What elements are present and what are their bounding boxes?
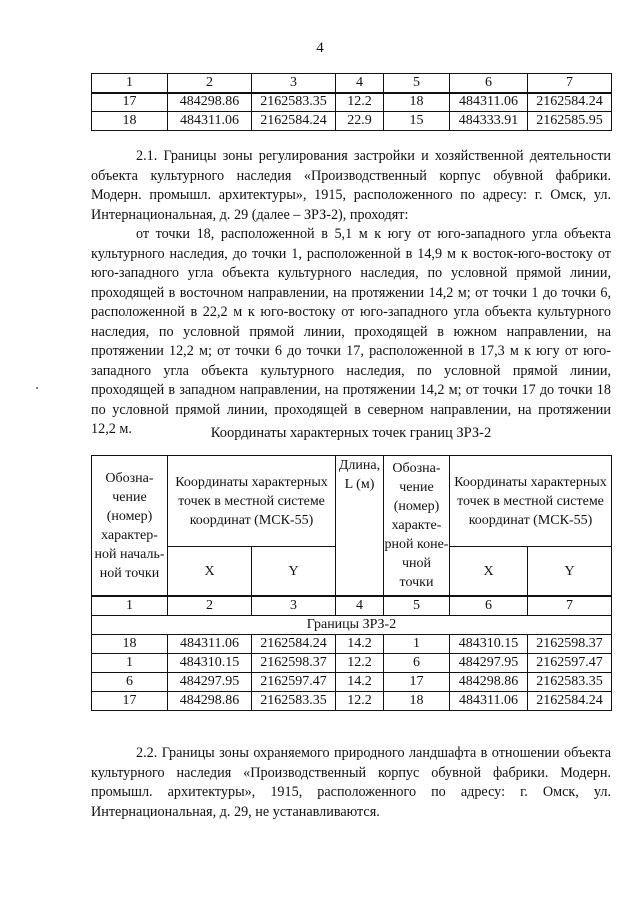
header-x-end: X [450, 547, 528, 597]
header-length: Длина, L (м) [336, 456, 384, 597]
table-title: Координаты характерных точек границ ЗРЗ-2 [210, 425, 492, 441]
coordinates-table-continued [91, 73, 612, 131]
table-row: 6 484297.95 2162597.47 14.2 17 484298.86 2162583.35 [92, 673, 612, 692]
boundary-route-paragraph: от точки 18, расположенной в 5,1 м к югу от юго-западного угла объекта культурного наследия, до точки 1, расположенной в 14,9 м к восток-юго-востоку от юго-западного угла объекта культурного наследия, по условной прямой линии, проходящей в восточном направлении, на протяжении 14,2 м; от точки 1 до точки 6, расположенной в 22,2 м к юго-востоку от юго-западного угла объекта культурного наследия, по условной прямой линии, проходящей в южном направлении, на протяжении 12,2 м; от точки 6 до точки 17, расположенной в 17,3 м к югу от юго-западного угла объекта культурного наследия, по условной прямой линии, проходящей в западном направлении, на протяжении 14,2 м; от точки 17 до точки 18 по условной прямой линии, проходящей в северном направлении, на протяжении 12,2 м. [91, 226, 611, 437]
group-title: Границы ЗРЗ-2 [92, 616, 612, 635]
table-row: 17 484298.86 2162583.35 12.2 18 484311.06 2162584.24 [92, 93, 612, 112]
header-coordinates-end: Координаты характерных точек в местной системе координат (МСК-55) [450, 456, 612, 547]
header-y: Y [252, 547, 336, 597]
table-header-row: 1 2 3 4 5 6 7 [92, 74, 612, 93]
header-y-end: Y [528, 547, 612, 597]
scan-speck [36, 387, 38, 389]
section-2-1-paragraph: 2.1. Границы зоны регулирования застройки и хозяйственной деятельности объекта культурного наследия «Производственный корпус обувной фабрики. Модерн. промышл. архитектуры», 1915, расположенного по адресу: г. Омск, ул. Интернациональная, д. 29 (далее – ЗРЗ-2), проходят: [91, 148, 611, 223]
header-end-point: Обозна-чение (номер) характе-рной коне-чной точки [384, 456, 450, 597]
zrz2-coordinates-table [91, 455, 612, 711]
header-x: X [168, 547, 252, 597]
table-row: 1 484310.15 2162598.37 12.2 6 484297.95 2162597.47 [92, 654, 612, 673]
column-number-row: 1 2 3 4 5 6 7 [92, 596, 612, 616]
table-row: 17 484298.86 2162583.35 12.2 18 484311.06 2162584.24 [92, 692, 612, 711]
table-row: 18 484311.06 2162584.24 22.9 15 484333.91 2162585.95 [92, 112, 612, 131]
table-row: 18 484311.06 2162584.24 14.2 1 484310.15 2162598.37 [92, 635, 612, 654]
page-number: 4 [316, 40, 324, 56]
header-start-point: Обозна-чение (номер) характер-ной началь-ной точки [92, 456, 168, 597]
section-2-2-paragraph: 2.2. Границы зоны охраняемого природного ландшафта в отношении объекта культурного наследия «Производственный корпус обувной фабрики. Модерн. промышл. архитектуры», 1915, расположенного по адресу: г. Омск, ул. Интернациональная, д. 29, не устанавливаются. [91, 745, 611, 820]
header-coordinates-start: Координаты характерных точек в местной системе координат (МСК-55) [168, 456, 336, 547]
